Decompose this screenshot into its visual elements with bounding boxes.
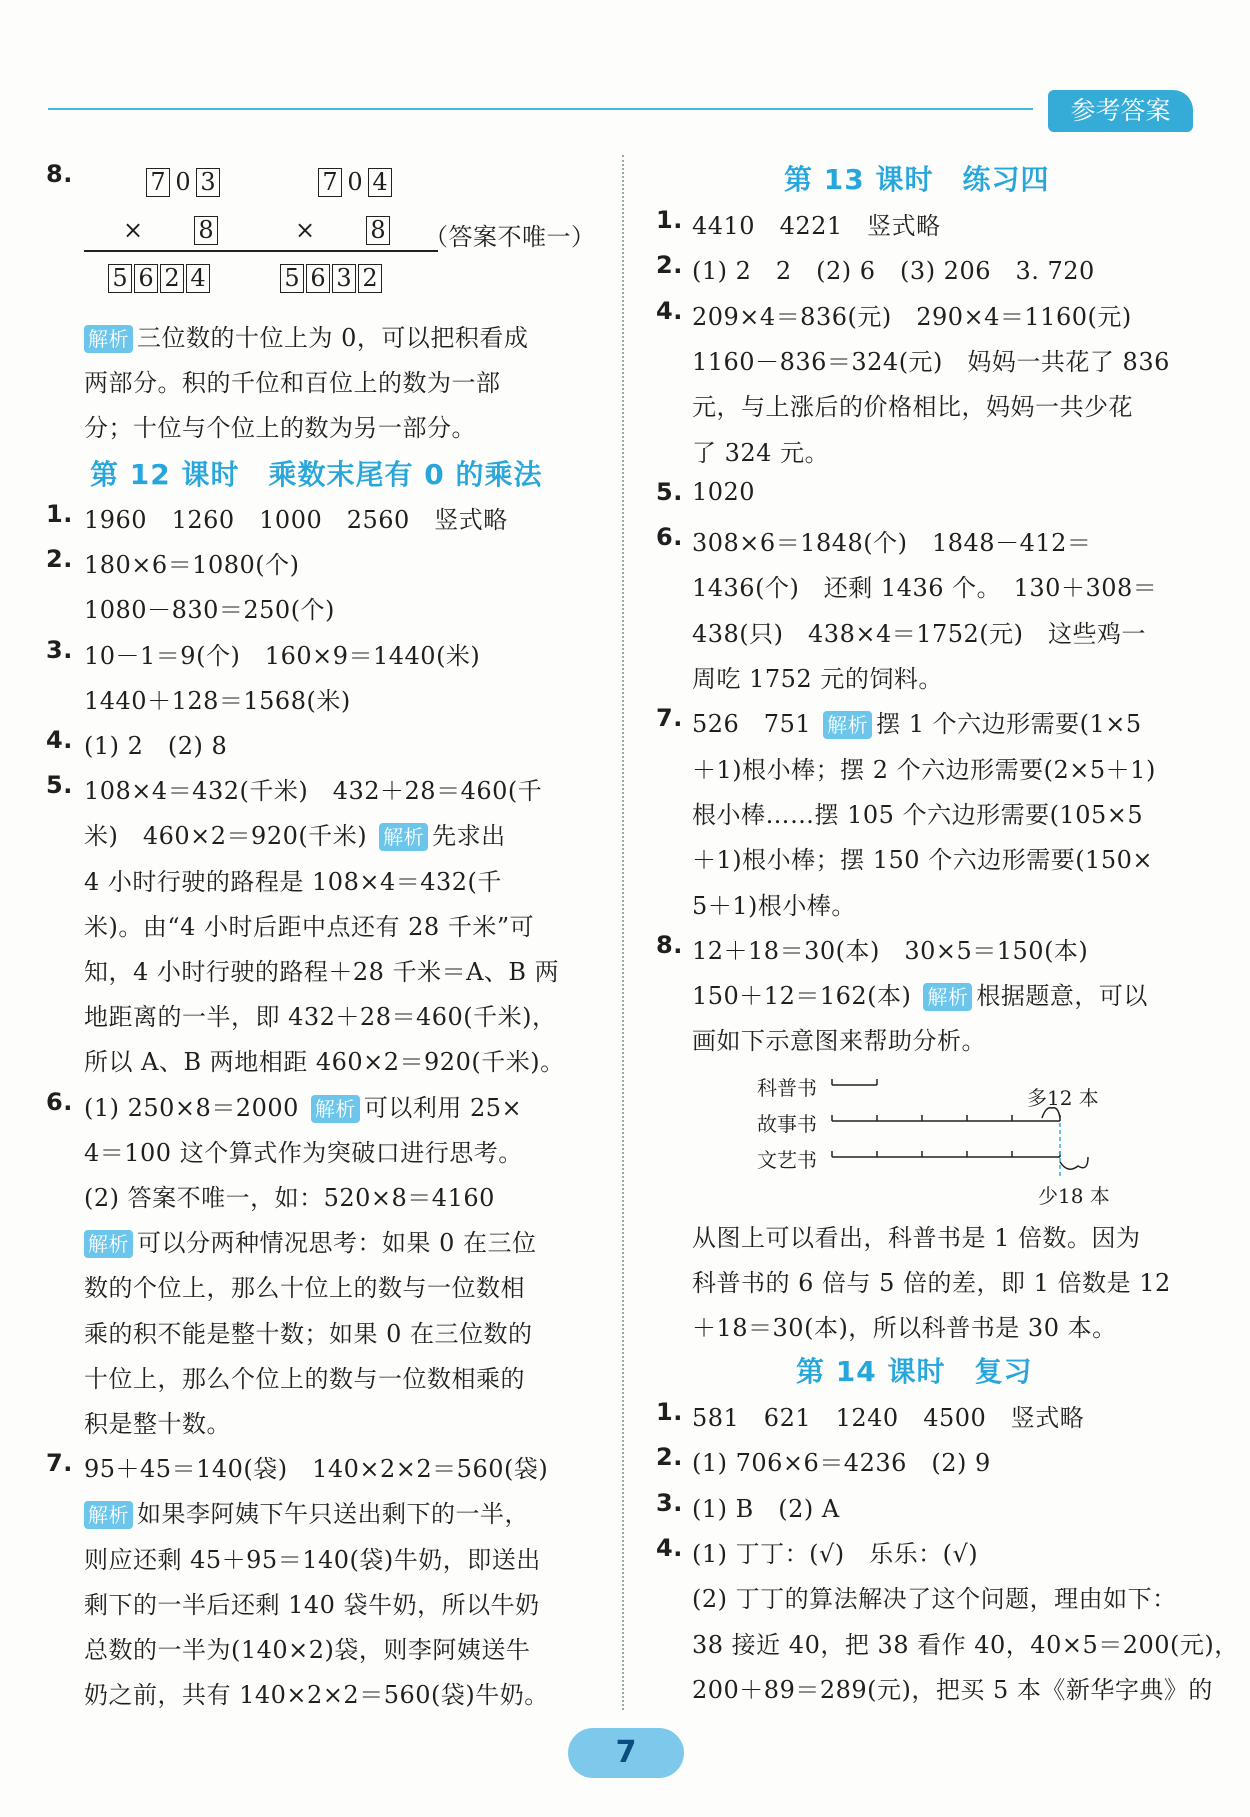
vertical-calc-b-result <box>256 264 384 293</box>
answer-line: (1) 2 (2) 8 <box>84 732 228 760</box>
digit-box: 8 <box>366 216 390 245</box>
header-tab: 参考答案 <box>1048 90 1193 132</box>
question-number: 5. <box>656 477 683 506</box>
answer-line: 438(只) 438×4＝1752(元) 这些鸡一 <box>692 619 1147 648</box>
answer-line: (2) 答案不唯一，如：520×8＝4160 <box>84 1184 495 1212</box>
digit-box: 5 <box>280 264 304 293</box>
answer-line: 元，与上涨后的价格相比，妈妈一共少花 <box>692 393 1133 422</box>
question-number: 6. <box>656 523 683 552</box>
analysis-tag: 解析 <box>84 325 133 353</box>
answer-line: 4＝100 这个算式作为突破口进行思考。 <box>84 1138 523 1167</box>
analysis-tag: 解析 <box>823 711 872 739</box>
analysis-tag: 解析 <box>84 1230 133 1258</box>
answer-line: 10－1＝9(个) 160×9＝1440(米) <box>84 641 481 670</box>
diagram-label: 科普书 <box>757 1076 817 1100</box>
answer-line: 所以 A、B 两地相距 460×2＝920(千米)。 <box>84 1048 565 1077</box>
answer-line: 1440＋128＝1568(米) <box>84 686 351 715</box>
calc-line <box>256 250 438 252</box>
diagram-bars <box>642 1060 1202 1190</box>
answer-line: (1) 706×6＝4236 (2) 9 <box>692 1449 991 1478</box>
calc-line <box>84 250 266 252</box>
vertical-calc-a-top <box>122 168 222 197</box>
answer-line: 科普书的 6 倍与 5 倍的差，即 1 倍数是 12 <box>692 1269 1171 1297</box>
digit-box: 4 <box>186 264 210 293</box>
question-number: 8. <box>656 930 683 959</box>
digit-box: 8 <box>194 216 218 245</box>
answer-line: 150＋12＝162(本) 解析 根据题意，可以 <box>692 982 1148 1011</box>
question-number: 5. <box>46 771 73 800</box>
answer-line: ＋1)根小棒；摆 2 个六边形需要(2×5＋1) <box>692 755 1156 784</box>
answer-line: 画如下示意图来帮助分析。 <box>692 1027 986 1056</box>
diagram-label: 文艺书 <box>757 1148 817 1172</box>
vertical-calc-b-mult <box>294 216 392 245</box>
vertical-calc-a-mult <box>122 216 220 245</box>
digit: 0 <box>347 168 363 196</box>
digit-box: 6 <box>134 264 158 293</box>
answer-line: 积是整十数。 <box>84 1410 231 1438</box>
answer-line: 从图上可以看出，科普书是 1 倍数。因为 <box>692 1224 1141 1252</box>
analysis-line: 两部分。积的千位和百位上的数为一部 <box>84 369 501 397</box>
lesson-13-heading: 第 13 课时 练习四 <box>784 163 1050 196</box>
answer-line: 200＋89＝289(元)，把买 5 本《新华字典》的 <box>692 1675 1213 1704</box>
diagram-label: 故事书 <box>757 1112 817 1136</box>
answer-line: 知，4 小时行驶的路程＋28 千米＝A、B 两 <box>84 958 560 986</box>
analysis-line: 解析 三位数的十位上为 0，可以把积看成 <box>84 318 528 353</box>
less-label: 少18 本 <box>1038 1184 1110 1208</box>
digit-box: 3 <box>196 168 220 197</box>
lesson-14-heading: 第 14 课时 复习 <box>796 1355 1033 1388</box>
answer-line: 1960 1260 1000 2560 竖式略 <box>84 506 508 534</box>
header-rule <box>48 108 1033 110</box>
question-number: 1. <box>656 1398 683 1426</box>
analysis-tag: 解析 <box>379 823 428 851</box>
times-sign: × <box>122 216 144 244</box>
answer-line: 根小棒……摆 105 个六边形需要(105×5 <box>692 800 1144 829</box>
answer-line: 乘的积不能是整十数；如果 0 在三位数的 <box>84 1319 533 1348</box>
answer-line: 526 751 解析 摆 1 个六边形需要(1×5 <box>692 710 1142 739</box>
note-text: （答案不唯一） <box>424 223 596 251</box>
answer-line: 数的个位上，那么十位上的数与一位数相 <box>84 1274 525 1303</box>
question-number: 1. <box>656 206 683 234</box>
analysis-line: 分；十位与个位上的数为另一部分。 <box>84 414 476 442</box>
answer-line: 米)。由“4 小时后距中点还有 28 千米”可 <box>84 912 535 941</box>
answer-line: 总数的一半为(140×2)袋，则李阿姨送牛 <box>84 1636 531 1664</box>
answer-line: 38 接近 40，把 38 看作 40，40×5＝200(元)， <box>692 1630 1239 1659</box>
answer-line: 180×6＝1080(个) <box>84 551 300 580</box>
analysis-tag: 解析 <box>84 1501 133 1529</box>
answer-line: 108×4＝432(千米) 432＋28＝460(千 <box>84 777 543 806</box>
answer-line: (1) 2 2 (2) 6 (3) 206 3. 720 <box>692 257 1095 286</box>
answer-line: 解析 如果李阿姨下午只送出剩下的一半， <box>84 1494 529 1529</box>
answer-line: 4410 4221 竖式略 <box>692 212 941 240</box>
more-label: 多12 本 <box>1027 1086 1099 1110</box>
answer-line: ＋1)根小棒；摆 150 个六边形需要(150× <box>692 846 1153 875</box>
answer-line: ＋18＝30(本)，所以科普书是 30 本。 <box>692 1314 1117 1342</box>
question-number: 2. <box>46 545 73 574</box>
analysis-tag: 解析 <box>923 983 972 1011</box>
answer-line: (1) B (2) A <box>692 1494 840 1523</box>
digit-box: 7 <box>146 168 170 197</box>
digit-box: 6 <box>306 264 330 293</box>
lesson-12-heading: 第 12 课时 乘数末尾有 0 的乘法 <box>90 458 543 491</box>
digit-box: 7 <box>318 168 342 197</box>
vertical-calc-b-top <box>294 168 394 197</box>
answer-line: 5＋1)根小棒。 <box>692 891 856 920</box>
answer-line: 209×4＝836(元) 290×4＝1160(元) <box>692 302 1132 331</box>
answer-line: 剩下的一半后还剩 140 袋牛奶，所以牛奶 <box>84 1590 540 1619</box>
question-number: 8. <box>46 160 73 188</box>
answer-line: 奶之前，共有 140×2×2＝560(袋)牛奶。 <box>84 1681 549 1710</box>
column-divider <box>622 155 624 1710</box>
times-sign: × <box>294 216 316 244</box>
question-number: 4. <box>656 1533 683 1562</box>
vertical-calc-a-result <box>84 264 212 293</box>
question-number: 3. <box>656 1488 683 1517</box>
question-number: 4. <box>46 726 73 754</box>
digit-box: 4 <box>368 168 392 197</box>
digit: 0 <box>175 168 191 196</box>
question-number: 6. <box>46 1087 73 1116</box>
question-number: 7. <box>656 704 683 733</box>
digit-box: 2 <box>160 264 184 293</box>
answer-line: 十位上，那么个位上的数与一位数相乘的 <box>84 1364 525 1393</box>
answer-line: (1) 丁丁：(√) 乐乐：(√) <box>692 1539 979 1568</box>
analysis-tag: 解析 <box>311 1095 360 1123</box>
answer-line: 1160－836＝324(元) 妈妈一共花了 836 <box>692 347 1170 376</box>
digit-box: 5 <box>108 264 132 293</box>
answer-line: 周吃 1752 元的饲料。 <box>692 665 943 693</box>
answer-line: 1020 <box>692 477 756 506</box>
answer-line: 95＋45＝140(袋) 140×2×2＝560(袋) <box>84 1455 549 1484</box>
question-number: 1. <box>46 500 73 528</box>
page-number: 7 <box>568 1728 684 1778</box>
answer-line: (1) 250×8＝2000 解析 可以利用 25× <box>84 1093 523 1122</box>
answer-line: 4 小时行驶的路程是 108×4＝432(千 <box>84 867 502 896</box>
answer-line: 1080－830＝250(个) <box>84 596 335 625</box>
question-number: 7. <box>46 1449 73 1478</box>
answer-line: 米) 460×2＝920(千米) 解析 先求出 <box>84 822 506 851</box>
answer-line: 则应还剩 45＋95＝140(袋)牛奶，即送出 <box>84 1545 541 1574</box>
question-number: 4. <box>656 296 683 325</box>
answer-line: 解析 可以分两种情况思考：如果 0 在三位 <box>84 1223 537 1258</box>
answer-line: (2) 丁丁的算法解决了这个问题，理由如下： <box>692 1585 1177 1614</box>
question-number: 2. <box>656 1443 683 1472</box>
question-number: 3. <box>46 635 73 664</box>
answer-line: 了 324 元。 <box>692 438 830 467</box>
digit-box: 3 <box>332 264 356 293</box>
answer-line: 1436(个) 还剩 1436 个。 130＋308＝ <box>692 574 1158 603</box>
question-number: 2. <box>656 251 683 280</box>
answer-line: 581 621 1240 4500 竖式略 <box>692 1404 1085 1432</box>
digit-box: 2 <box>358 264 382 293</box>
answer-line: 12＋18＝30(本) 30×5＝150(本) <box>692 936 1089 965</box>
answer-line: 地距离的一半，即 432＋28＝460(千米)， <box>84 1003 557 1032</box>
answer-line: 308×6＝1848(个) 1848－412＝ <box>692 529 1092 558</box>
